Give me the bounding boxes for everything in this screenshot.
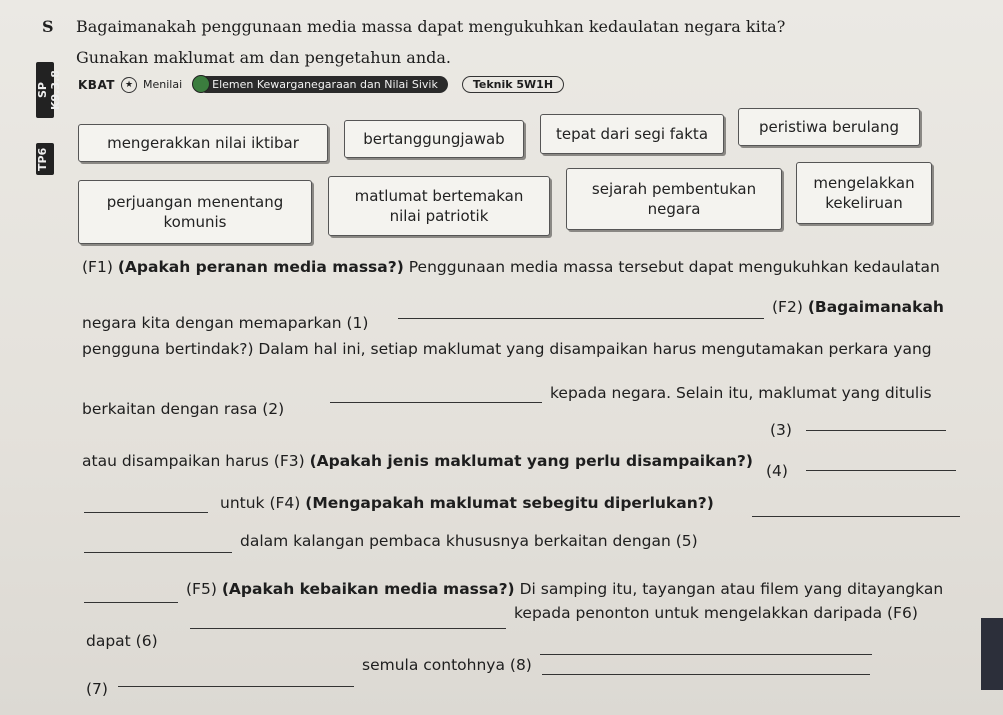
answer-blank-1[interactable] [398, 318, 764, 319]
word-box: sejarah pembentukan negara [566, 168, 782, 230]
blank-number-4: (4) [766, 462, 788, 480]
passage-text: semula contohnya (8) [362, 656, 532, 674]
cue-f1: (F1) [82, 258, 113, 276]
question-text: Bagaimanakah penggunaan media massa dapat mengukuhkan kedaulatan negara kita? [76, 17, 786, 36]
phone-overlay-edge [981, 618, 1003, 690]
question-label: S [42, 17, 54, 36]
word-box: peristiwa berulang [738, 108, 920, 146]
answer-blank-7[interactable] [118, 686, 354, 687]
side-tag-sp: SP K9.3.8 [36, 62, 54, 118]
award-icon: ★ [121, 77, 137, 93]
question-cue: (Apakah peranan media massa?) [117, 258, 404, 276]
passage-text: untuk [220, 494, 265, 512]
passage-text: negara kita dengan memaparkan (1) [82, 314, 369, 332]
answer-blank-4[interactable] [806, 470, 956, 471]
kbat-tag: KBAT [78, 77, 115, 92]
passage-text: kepada penonton untuk mengelakkan daripada (F6) [514, 604, 918, 622]
skill-tag-row [78, 76, 564, 93]
passage-text: Di samping itu, tayangan atau filem yang ditayangkan [519, 580, 944, 598]
word-box: perjuangan menentang komunis [78, 180, 312, 244]
passage-line-2-cue [772, 298, 944, 316]
answer-blank-3[interactable] [806, 430, 946, 431]
passage-text: atau disampaikan harus [82, 452, 269, 470]
word-box: mengelakkan kekeliruan [796, 162, 932, 224]
passage-line-5 [82, 452, 753, 470]
word-box: matlumat bertemakan nilai patriotik [328, 176, 550, 236]
passage-text: dapat (6) [86, 632, 158, 650]
side-tag-tp: TP6 [36, 143, 54, 175]
passage-text: berkaitan dengan rasa (2) [82, 400, 285, 418]
answer-blank-5[interactable] [752, 516, 960, 517]
question-cue: (Apakah jenis maklumat yang perlu disampaikan?) [309, 452, 753, 470]
passage-line-1 [82, 258, 940, 276]
cue-f3: (F3) [273, 452, 305, 470]
answer-blank-6a[interactable] [190, 628, 506, 629]
question-cue: (Bagaimanakah [807, 298, 944, 316]
word-box: mengerakkan nilai iktibar [78, 124, 328, 162]
question-instruction: Gunakan maklumat am dan pengetahun anda. [76, 48, 451, 67]
passage-line-3: pengguna bertindak?) Dalam hal ini, setiap maklumat yang disampaikan harus mengutamakan perkara yang [82, 340, 932, 358]
answer-blank-4-continued[interactable] [84, 512, 208, 513]
cue-f4: (F4) [269, 494, 301, 512]
element-pill-label: Elemen Kewarganegaraan dan Nilai Sivik [212, 78, 438, 91]
answer-blank-8[interactable] [542, 674, 870, 675]
blank-number-3: (3) [770, 421, 792, 439]
answer-blank-5-continued[interactable] [84, 552, 232, 553]
blank-number-7: (7) [86, 680, 108, 698]
question-cue: (Apakah kebaikan media massa?) [221, 580, 515, 598]
answer-blank-2[interactable] [330, 402, 542, 403]
answer-blank-6[interactable] [540, 654, 872, 655]
word-box: tepat dari segi fakta [540, 114, 724, 154]
menilai-tag: Menilai [143, 78, 183, 91]
technique-pill: Teknik 5W1H [462, 76, 564, 93]
globe-icon [192, 75, 210, 93]
answer-blank-f5[interactable] [84, 602, 178, 603]
passage-text: kepada negara. Selain itu, maklumat yang ditulis [550, 384, 932, 402]
passage-text: Penggunaan media massa tersebut dapat mengukuhkan kedaulatan [408, 258, 940, 276]
element-pill [198, 76, 448, 93]
passage-line-7: dalam kalangan pembaca khususnya berkaitan dengan (5) [240, 532, 698, 550]
passage-line-6 [220, 494, 714, 512]
word-box: bertanggungjawab [344, 120, 524, 158]
question-cue: (Mengapakah maklumat sebegitu diperlukan?) [305, 494, 714, 512]
cue-f5: (F5) [186, 580, 217, 598]
passage-line-8 [186, 580, 943, 598]
cue-f2: (F2) [772, 298, 803, 316]
